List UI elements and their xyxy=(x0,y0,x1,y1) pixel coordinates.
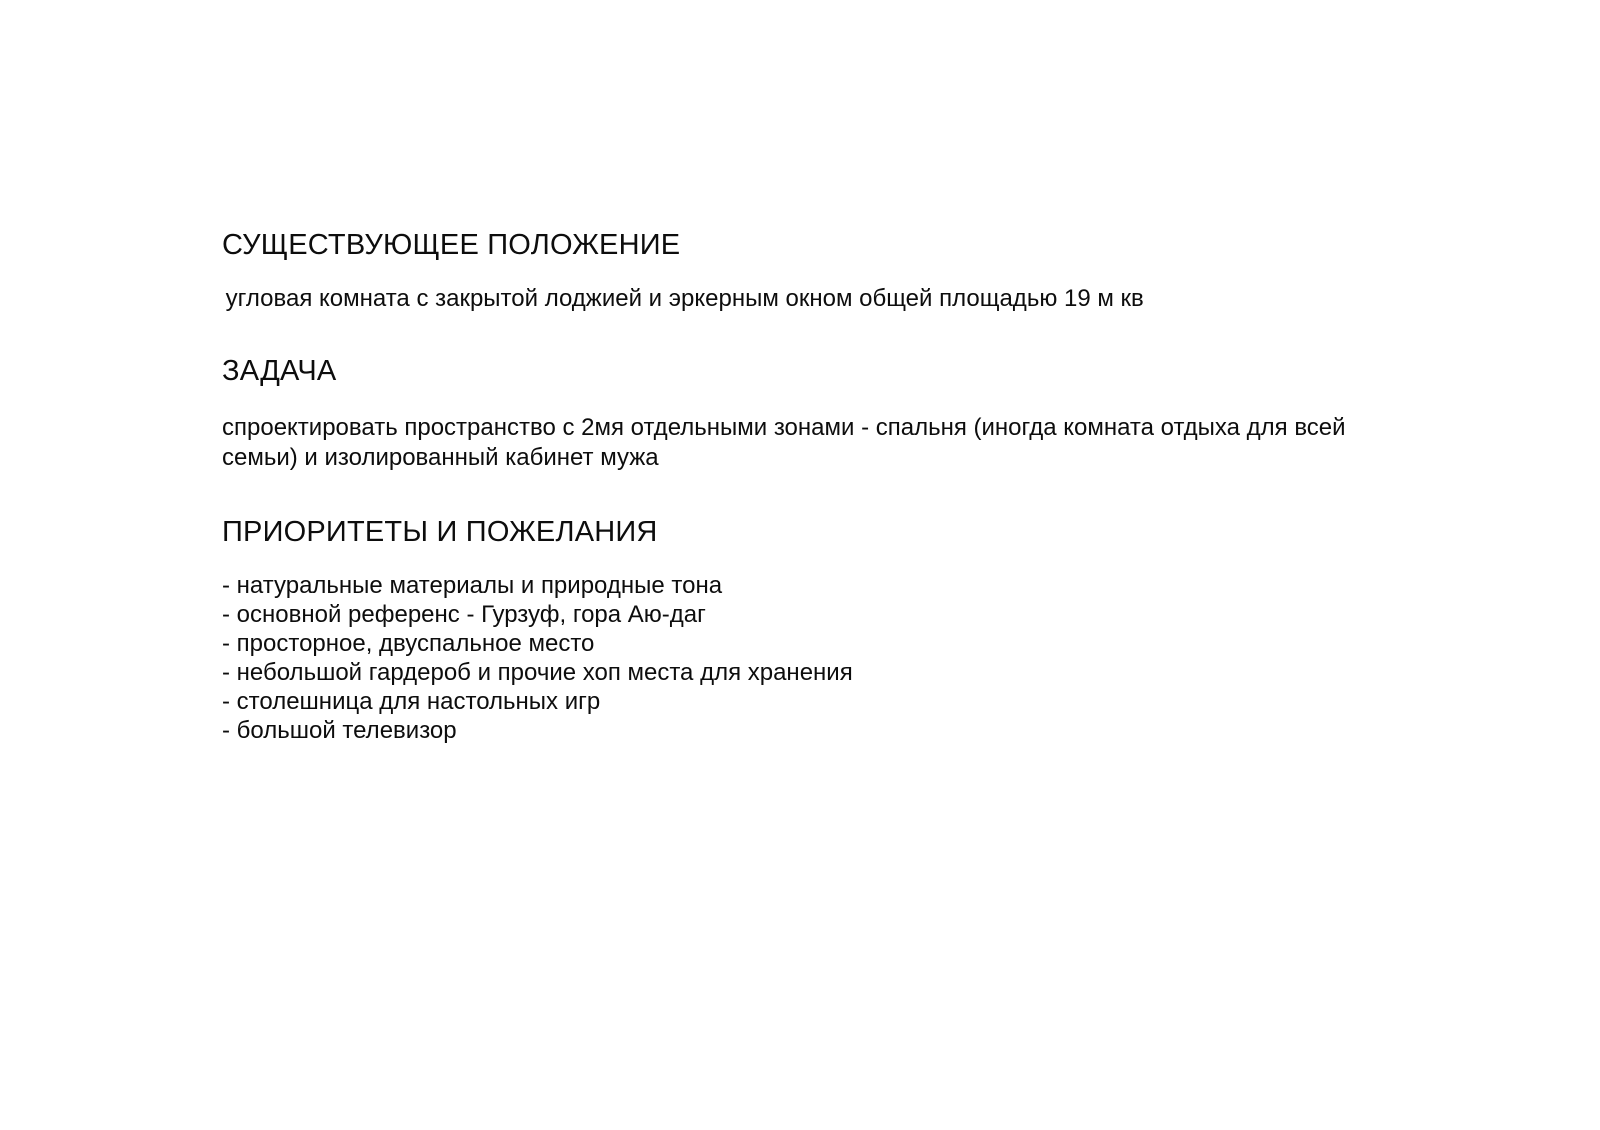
list-item: - столешница для настольных игр xyxy=(222,688,601,716)
slide-content xyxy=(219,228,1392,745)
list-item: - большой телевизор xyxy=(222,717,457,745)
list-item: - натуральные материалы и природные тона xyxy=(222,572,723,600)
list-item: - основной референс - Гурзуф, гора Аю-даг xyxy=(222,601,706,629)
section-task xyxy=(222,354,1392,473)
priorities-list xyxy=(222,571,1392,745)
list-item: - небольшой гардероб и прочие хоп места для хранения xyxy=(222,659,853,687)
list-item: - просторное, двуспальное место xyxy=(222,630,595,658)
heading-task: ЗАДАЧА xyxy=(222,354,337,387)
heading-existing-situation: СУЩЕСТВУЮЩЕЕ ПОЛОЖЕНИЕ xyxy=(222,229,681,261)
section-existing-situation xyxy=(219,228,1392,314)
section-priorities xyxy=(222,515,1392,746)
body-task: спроектировать пространство с 2мя отдельными зонами - спальня (иногда комната отдыха для всей семьи) и изолированный кабинет мужа xyxy=(222,413,1353,471)
heading-priorities: ПРИОРИТЕТЫ И ПОЖЕЛАНИЯ xyxy=(222,515,658,548)
body-existing-situation: угловая комната с закрытой лоджией и эркерным окном общей площадью 19 м кв xyxy=(219,284,1144,312)
